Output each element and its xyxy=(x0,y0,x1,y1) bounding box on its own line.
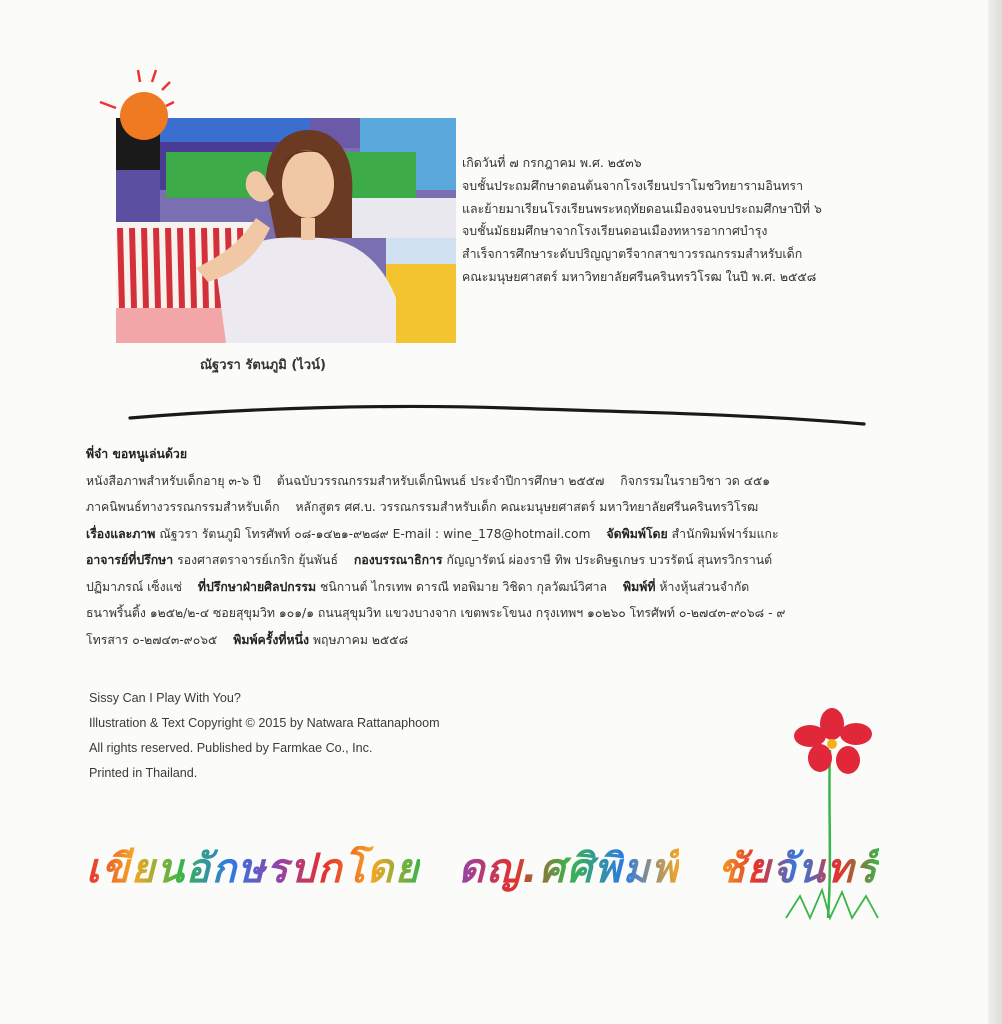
lettering-word: ดญ.ศศิพิมพ์ xyxy=(458,846,680,892)
credit-text: สำนักพิมพ์ฟาร์มแกะ xyxy=(671,526,779,541)
lettering-word: ชัยจันทร์ xyxy=(717,846,879,892)
credit-text: โทรสาร ๐-๒๗๔๓-๙๐๖๕ xyxy=(86,632,218,647)
bio-line: คณะมนุษยศาสตร์ มหาวิทยาลัยศรีนครินทรวิโรฒ ในปี พ.ศ. ๒๕๕๘ xyxy=(462,268,817,284)
credit-text: กัญญารัตน์ ผ่องราษี ทิพ ประดิษฐเกษร บวรรัตน์ สุนทรวิกรานต์ xyxy=(446,553,773,567)
bio-line: และย้ายมาเรียนโรงเรียนพระหฤทัยดอนเมืองจนจบประถมศึกษาปีที่ ๖ xyxy=(462,200,822,216)
credit-label: ที่ปรึกษาฝ่ายศิลปกรรม xyxy=(197,579,317,594)
cover-lettering-credit xyxy=(86,836,901,900)
author-bio xyxy=(462,152,822,289)
credit-label: กองบรรณาธิการ xyxy=(353,553,443,567)
credit-label: อาจารย์ที่ปรึกษา xyxy=(86,553,174,567)
credit-text: พฤษภาคม ๒๕๕๘ xyxy=(312,632,409,647)
credit-text: ธนาพริ้นติ้ง ๑๒๕๒/๒-๔ ซอยสุขุมวิท ๑๐๑/๑ ถนนสุขุมวิท แขวงบางจาก เขตพระโขนง กรุงเทพฯ ๑๐๒๖๐ โทรศัพท์ ๐-๒๗๔๓-๙๐๖๘ - ๙ xyxy=(86,606,786,620)
copyright-line: Illustration & Text Copyright © 2015 by Natwara Rattanaphoom xyxy=(89,716,440,730)
lettering-word: เขียนอักษรปกโดย xyxy=(86,846,421,892)
credit-text: ณัฐวรา รัตนภูมิ โทรศัพท์ ๐๘-๑๔๒๑-๙๒๘๙ E-mail : wine_178@hotmail.com xyxy=(159,526,591,541)
credit-text: ต้นฉบับวรรณกรรมสำหรับเด็กนิพนธ์ ประจำปีการศึกษา ๒๕๕๗ xyxy=(276,473,605,488)
bio-line: เกิดวันที่ ๗ กรกฎาคม พ.ศ. ๒๕๓๖ xyxy=(462,155,642,170)
credit-text: ภาคนิพนธ์ทางวรรณกรรมสำหรับเด็ก xyxy=(86,500,280,514)
credit-label: จัดพิมพ์โดย xyxy=(606,526,668,541)
bio-line: จบชั้นมัธยมศึกษาจากโรงเรียนดอนเมืองทหารอากาศบำรุง xyxy=(462,223,768,239)
english-copyright xyxy=(89,686,440,786)
divider-line xyxy=(128,400,868,430)
printed-line: Printed in Thailand. xyxy=(89,766,198,780)
credit-text: หลักสูตร ศศ.บ. วรรณกรรมสำหรับเด็ก คณะมนุษยศาสตร์ มหาวิทยาลัยศรีนครินทรวิโรฒ xyxy=(295,500,759,514)
credit-text: ปฏิมาภรณ์ เซ็งแซ่ xyxy=(86,579,182,594)
bio-line: จบชั้นประถมศึกษาตอนต้นจากโรงเรียนปราโมชวิทยารามอินทรา xyxy=(462,177,804,193)
credit-label: พิมพ์ที่ xyxy=(623,579,656,594)
author-photo xyxy=(96,68,456,343)
credit-text: รองศาสตราจารย์เกริก ยุ้นพันธ์ xyxy=(177,553,338,567)
credit-text: กิจกรรมในรายวิชา วด ๔๕๑ xyxy=(620,473,771,488)
credit-text: ชนิกานต์ ไกรเทพ ดารณี ทอพิมาย วิชิดา กุลวัฒน์วิศาล xyxy=(319,579,608,594)
credits-block xyxy=(86,441,916,653)
rights-line: All rights reserved. Published by Farmkae Co., Inc. xyxy=(89,741,373,755)
bio-line: สำเร็จการศึกษาระดับปริญญาตรีจากสาขาวรรณกรรมสำหรับเด็ก xyxy=(462,246,803,262)
credit-text: หนังสือภาพสำหรับเด็กอายุ ๓-๖ ปี xyxy=(86,473,261,488)
credit-label: พิมพ์ครั้งที่หนึ่ง xyxy=(233,632,310,647)
book-title: พี่จ๋า ขอหนูเล่นด้วย xyxy=(86,447,188,461)
author-name-caption: ณัฐวรา รัตนภูมิ (ไวน์) xyxy=(200,358,326,373)
credit-label: เรื่องและภาพ xyxy=(86,526,156,541)
english-title: Sissy Can I Play With You? xyxy=(89,691,241,705)
page-edge xyxy=(988,0,1002,1024)
credit-text: ห้างหุ้นส่วนจำกัด xyxy=(659,579,750,594)
